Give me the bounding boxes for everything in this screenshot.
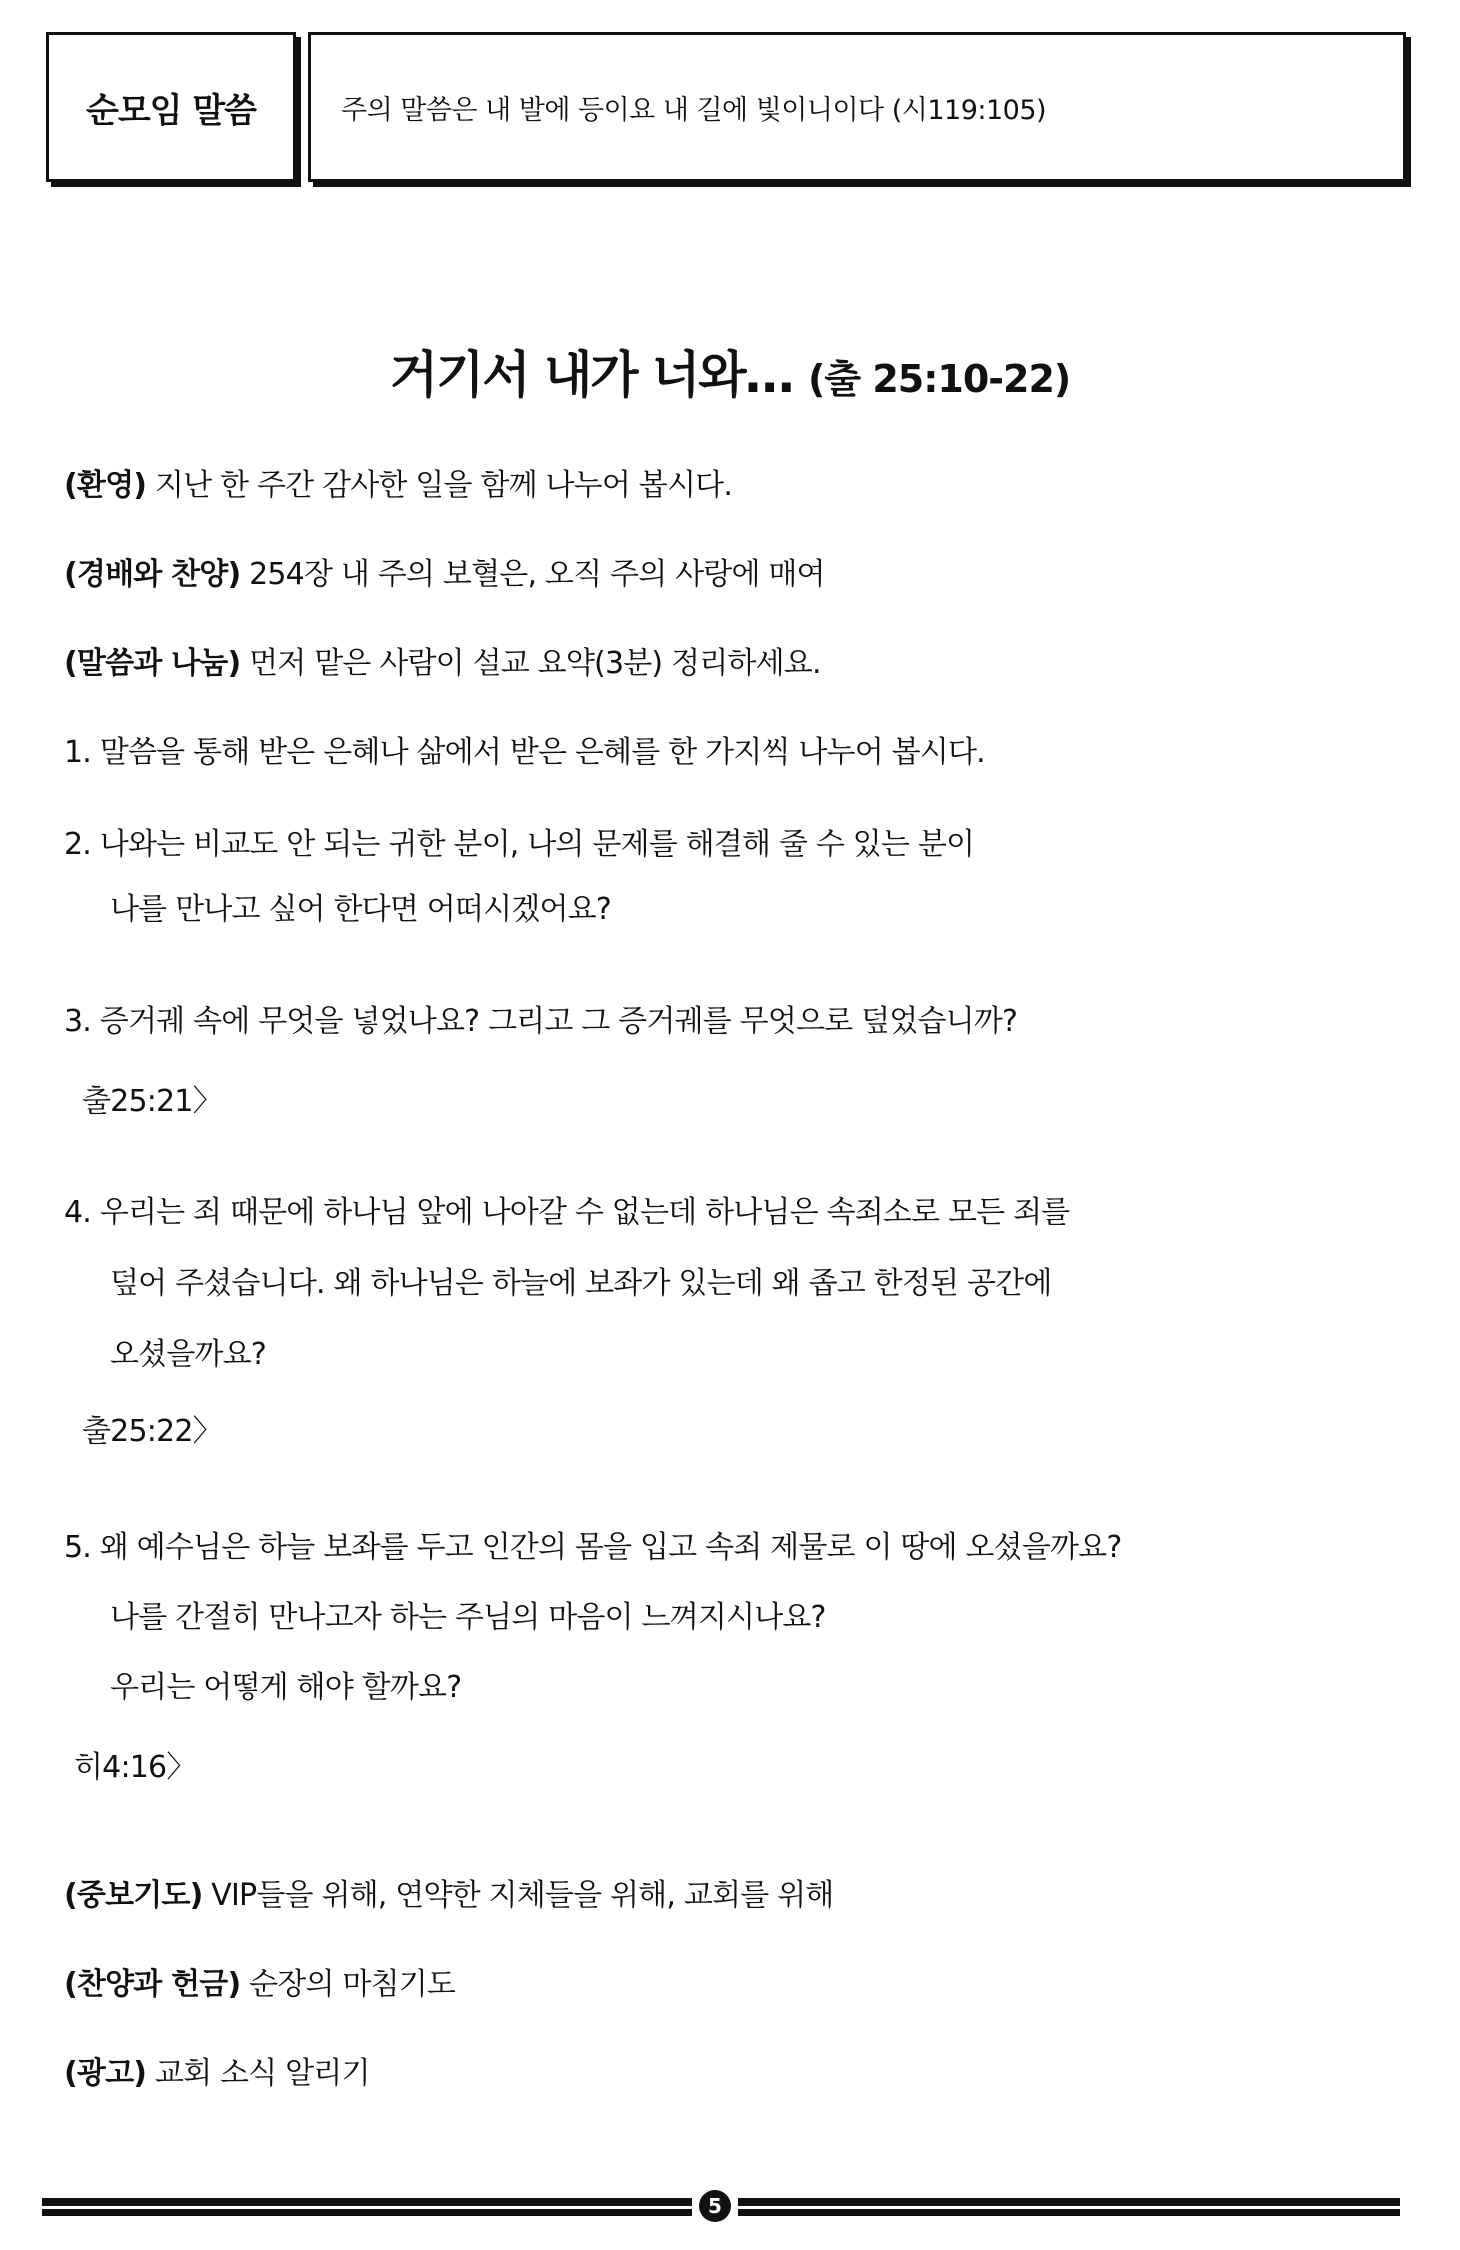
- section-label: 순모임 말씀: [85, 90, 257, 131]
- word-sharing-text: 먼저 맡은 사람이 설교 요약(3분) 정리하세요.: [240, 646, 821, 681]
- question-3-line-1: 3. 증거궤 속에 무엇을 넣었나요? 그리고 그 증거궤를 무엇으로 덮었습니까?: [64, 1004, 1018, 1039]
- question-5-ref: 히4:16〉: [74, 1750, 196, 1785]
- worship-line: [64, 555, 825, 595]
- question-2-line-2: 나를 만나고 싶어 한다면 어떠시겠어요?: [110, 892, 611, 927]
- title-main: 거기서 내가 너와…: [389, 346, 809, 404]
- welcome-tag: (환영): [64, 468, 147, 503]
- question-4-line-1: 4. 우리는 죄 때문에 하나님 앞에 나아갈 수 없는데 하나님은 속죄소로 모든 죄를: [64, 1195, 1070, 1230]
- offering-line: [64, 1965, 455, 2005]
- question-4-line-3: 오셨을까요?: [110, 1337, 267, 1372]
- intercession-text: VIP들을 위해, 연약한 지체들을 위해, 교회를 위해: [202, 1878, 834, 1913]
- notice-line: [64, 2054, 370, 2094]
- word-sharing-line: [64, 644, 821, 684]
- question-1: 1. 말씀을 통해 받은 은혜나 삶에서 받은 은혜를 한 가지씩 나누어 봅시다.: [64, 735, 985, 770]
- notice-tag: (광고): [64, 2056, 147, 2091]
- welcome-text: 지난 한 주간 감사한 일을 함께 나누어 봅시다.: [146, 468, 733, 503]
- worship-tag: (경배와 찬양): [64, 557, 241, 592]
- footer-rule-left: [42, 2198, 692, 2216]
- offering-tag: (찬양과 헌금): [64, 1967, 241, 2002]
- question-3-ref: 출25:21〉: [82, 1084, 222, 1119]
- question-5-line-2: 나를 간절히 만나고자 하는 주님의 마음이 느껴지시나요?: [110, 1600, 826, 1635]
- theme-verse: 주의 말씀은 내 발에 등이요 내 길에 빛이니이다 (시119:105): [341, 94, 1047, 126]
- page-number: 5: [699, 2190, 731, 2222]
- section-label-box: [46, 32, 296, 182]
- page-title: [0, 335, 1460, 407]
- question-5-line-3: 우리는 어떻게 해야 할까요?: [110, 1670, 462, 1705]
- question-2-line-1: 2. 나와는 비교도 안 되는 귀한 분이, 나의 문제를 해결해 줄 수 있는 분이: [64, 827, 975, 862]
- word-sharing-tag: (말씀과 나눔): [64, 646, 241, 681]
- question-4-line-2: 덮어 주셨습니다. 왜 하나님은 하늘에 보좌가 있는데 왜 좁고 한정된 공간에: [110, 1266, 1052, 1301]
- welcome-line: [64, 466, 732, 506]
- footer-rule-right: [738, 2198, 1400, 2216]
- offering-text: 순장의 마침기도: [240, 1967, 456, 2002]
- title-scripture-ref: (출 25:10-22): [808, 357, 1071, 401]
- notice-text: 교회 소식 알리기: [146, 2056, 370, 2091]
- intercession-line: [64, 1876, 833, 1916]
- worship-text: 254장 내 주의 보혈은, 오직 주의 사랑에 매여: [240, 557, 825, 592]
- question-4-ref: 출25:22〉: [82, 1414, 222, 1449]
- intercession-tag: (중보기도): [64, 1878, 203, 1913]
- question-5-line-1: 5. 왜 예수님은 하늘 보좌를 두고 인간의 몸을 입고 속죄 제물로 이 땅에 오셨을까요?: [64, 1530, 1122, 1565]
- theme-verse-box: [308, 32, 1406, 182]
